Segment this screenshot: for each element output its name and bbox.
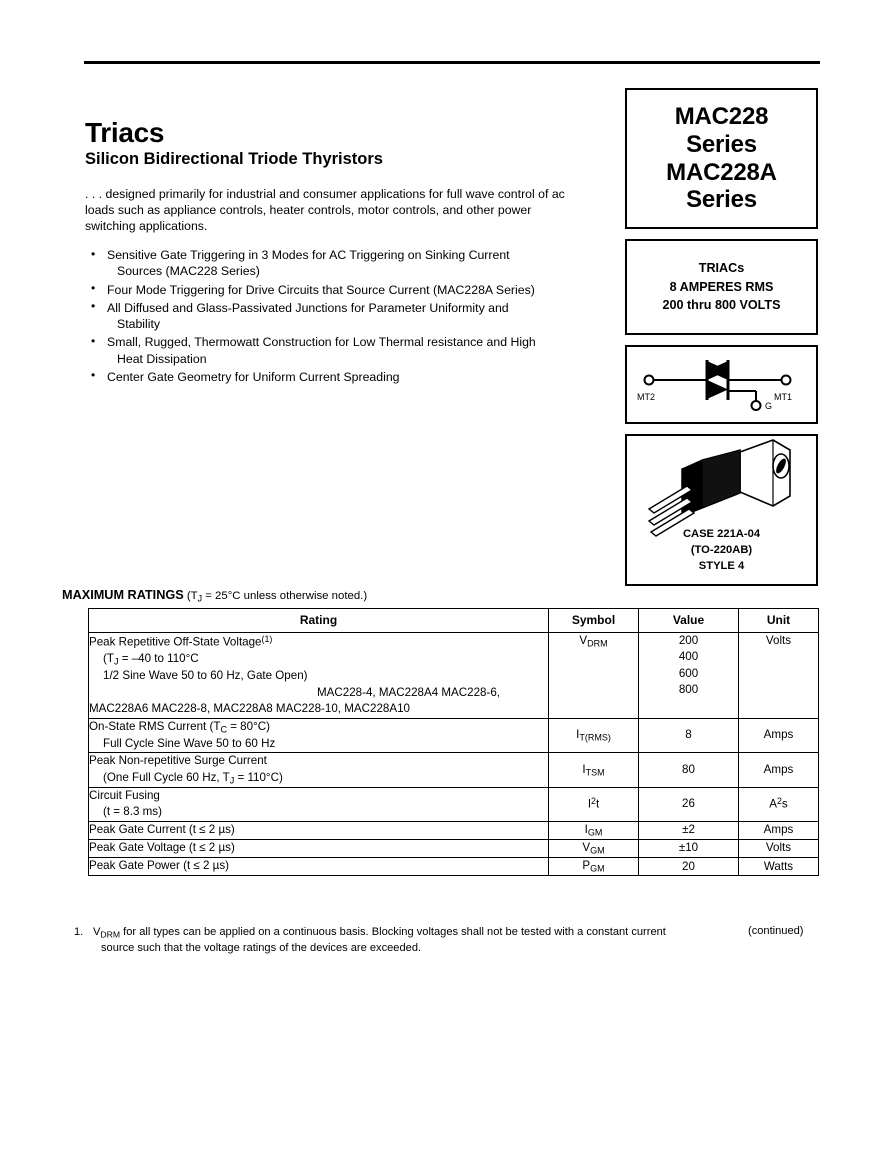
bullet-icon: • [91,333,96,348]
rating-value: ±10 [639,840,739,858]
table-row [89,718,819,753]
unit-main: A [769,798,778,812]
symbol-sub: T(RMS) [579,732,611,743]
table-row [89,840,819,858]
rating-unit: Watts [739,858,819,876]
footnote-symbol-main: V [93,926,101,938]
column-header-symbol: Symbol [549,609,639,633]
symbol-sub: GM [587,827,603,838]
rating-description [89,753,549,788]
rating-description [89,787,549,821]
footnote-symbol-sub: DRM [100,929,121,940]
page-title: Triacs [85,117,165,148]
column-header-value: Value [639,609,739,633]
table-row [89,753,819,788]
heading-note-post: = 25°C unless otherwise noted.) [202,590,368,602]
series-line-1: MAC228 [674,102,769,130]
rating-value [639,633,739,719]
part-number: MAC228-4, MAC228A4 [317,685,439,699]
bullet-icon: • [91,281,96,296]
rating-text: Circuit Fusing [89,788,160,802]
rating-value: 80 [639,753,739,788]
series-line-4: Series [686,186,757,214]
rating-value: 20 [639,858,739,876]
symbol-label-mt1: MT1 [774,392,792,402]
rating-symbol [549,840,639,858]
rating-symbol [549,753,639,788]
value-entry: 400 [678,650,699,664]
series-line-3: MAC228A [666,158,777,186]
footnote-text-1: for all types can be applied on a continuous basis. Blocking voltages shall not be tested with a constant current [120,926,666,938]
symbol-sup: 2 [591,796,596,807]
rating-value: 8 [639,718,739,753]
feature-text: Sensitive Gate Triggering in 3 Modes for AC Triggering on Sinking Current [107,248,510,263]
triac-schematic-icon [627,347,816,422]
symbol-main: I [576,727,580,741]
bullet-icon: • [91,368,96,383]
table-row [89,787,819,821]
rating-symbol [549,787,639,821]
table-row [89,821,819,839]
value-entry: 800 [678,683,699,697]
cond-pre: (T [103,652,114,666]
feature-text: Small, Rugged, Thermowatt Construction for Low Thermal resistance and High [107,335,536,350]
left-content-column [85,118,585,387]
header-rule [84,61,820,64]
rating-symbol [549,821,639,839]
spec-voltage-range: 200 thru 800 VOLTS [662,298,781,313]
bullet-icon: • [91,246,96,261]
value-entry: 200 [678,634,699,647]
intro-paragraph: . . . designed primarily for industrial and consumer applications for full wave control of ac loads such as appliance controls, heater controls, motor controls, and other power switching applications. [85,186,565,233]
table-footnote [74,925,734,956]
feature-text-cont: Sources (MAC228 Series) [117,264,260,279]
rating-text: Peak Non-repetitive Surge Current [89,754,267,768]
rating-symbol [549,633,639,719]
maximum-ratings-table [88,608,819,876]
footnote-text-2: source such that the voltage ratings of the devices are exceeded. [101,942,422,955]
rating-unit: Amps [739,821,819,839]
spec-current-rating: 8 AMPERES RMS [669,279,774,294]
package-type-label: (TO-220AB) [690,544,753,557]
rating-description: Peak Gate Voltage (t ≤ 2 µs) [89,840,549,858]
cond-sub: J [113,656,119,667]
bullet-icon: • [91,299,96,314]
rating-unit: Volts [739,633,819,719]
package-style-label: STYLE 4 [698,560,745,573]
spec-device-type: TRIACs [698,260,745,275]
list-item [85,282,585,298]
maximum-ratings-title: MAXIMUM RATINGS [62,588,184,602]
feature-text: Center Gate Geometry for Uniform Current Spreading [107,369,400,384]
part-number: MAC228-10, MAC228A10 [275,702,410,716]
rating-symbol [549,718,639,753]
list-item [85,369,585,385]
rating-condition-1: Full Cycle Sine Wave 50 to 60 Hz [103,736,276,750]
rating-description: Peak Gate Power (t ≤ 2 µs) [89,858,549,876]
symbol-label-gate: G [765,401,773,411]
rating-description [89,633,549,719]
symbol-main: P [582,859,591,873]
rating-condition-2: 1/2 Sine Wave 50 to 60 Hz, Gate Open) [103,669,308,683]
value-list [639,633,738,699]
part-number: MAC228-8, MAC228A8 [151,702,273,716]
maximum-ratings-heading [62,588,367,603]
rating-text: On-State RMS Current (T [89,719,221,733]
feature-list [85,247,585,385]
symbol-main: I [584,822,588,836]
heading-note-sub: J [197,593,203,604]
rating-description: Peak Gate Current (t ≤ 2 µs) [89,821,549,839]
value-entry: 600 [678,666,699,680]
rating-symbol [549,858,639,876]
symbol-label-mt2: MT2 [637,392,655,402]
symbol-main: V [579,634,588,647]
rating-value: 26 [639,787,739,821]
package-drawing-box [625,434,818,586]
cond-pre: (One Full Cycle 60 Hz, T [103,770,230,784]
column-header-rating: Rating [89,609,549,633]
series-name-box [625,88,818,229]
column-header-unit: Unit [739,609,819,633]
symbol-main: I [587,798,592,812]
rating-text-post: = 80°C) [226,719,270,733]
schematic-symbol-box [625,345,818,424]
symbol-tail: t [595,798,600,812]
symbol-sub: TSM [585,766,605,777]
feature-text: All Diffused and Glass-Passivated Junctions for Parameter Uniformity and [107,300,509,315]
rating-condition-1 [89,770,548,787]
rating-unit: Volts [739,840,819,858]
footnote-number: 1. [74,926,84,938]
rating-sub: C [220,724,227,735]
specs-summary-box [625,239,818,335]
cond-post: = 110°C) [234,770,283,784]
list-item [85,300,585,332]
part-number-list [89,686,500,715]
cond-sub: J [229,775,235,786]
feature-text-cont: Heat Dissipation [117,351,207,366]
symbol-sub: DRM [587,638,608,649]
symbol-sub: GM [590,863,605,874]
symbol-main: I [582,762,586,776]
list-item [85,247,585,279]
list-item [85,334,585,366]
feature-text: Four Mode Triggering for Drive Circuits that Source Current (MAC228A Series) [107,282,535,297]
cond-post: = –40 to 110°C [118,652,199,666]
rating-value: ±2 [639,821,739,839]
footnote-body [74,925,734,956]
rating-text: Peak Repetitive Off-State Voltage [89,635,262,649]
rating-unit [739,787,819,821]
table-row [89,633,819,719]
rating-description [89,718,549,753]
unit-tail: s [781,798,788,812]
part-number: MAC228-6, MAC228A6 [89,685,501,716]
symbol-sub: GM [590,845,605,856]
rating-unit: Amps [739,718,819,753]
page-subtitle: Silicon Bidirectional Triode Thyristors [85,150,383,169]
rating-unit: Amps [739,753,819,788]
rating-condition-1: (t = 8.3 ms) [103,805,162,819]
table-header-row [89,609,819,633]
table-row [89,858,819,876]
symbol-main: V [582,841,591,855]
package-case-label: CASE 221A-04 [682,528,761,541]
rating-condition-1 [89,651,548,668]
heading-note-pre: (T [186,590,198,602]
series-line-2: Series [686,130,757,158]
continued-label: (continued) [748,925,804,937]
footnote-ref: (1) [261,634,273,644]
unit-sup: 2 [777,796,782,807]
feature-text-cont: Stability [117,317,161,332]
